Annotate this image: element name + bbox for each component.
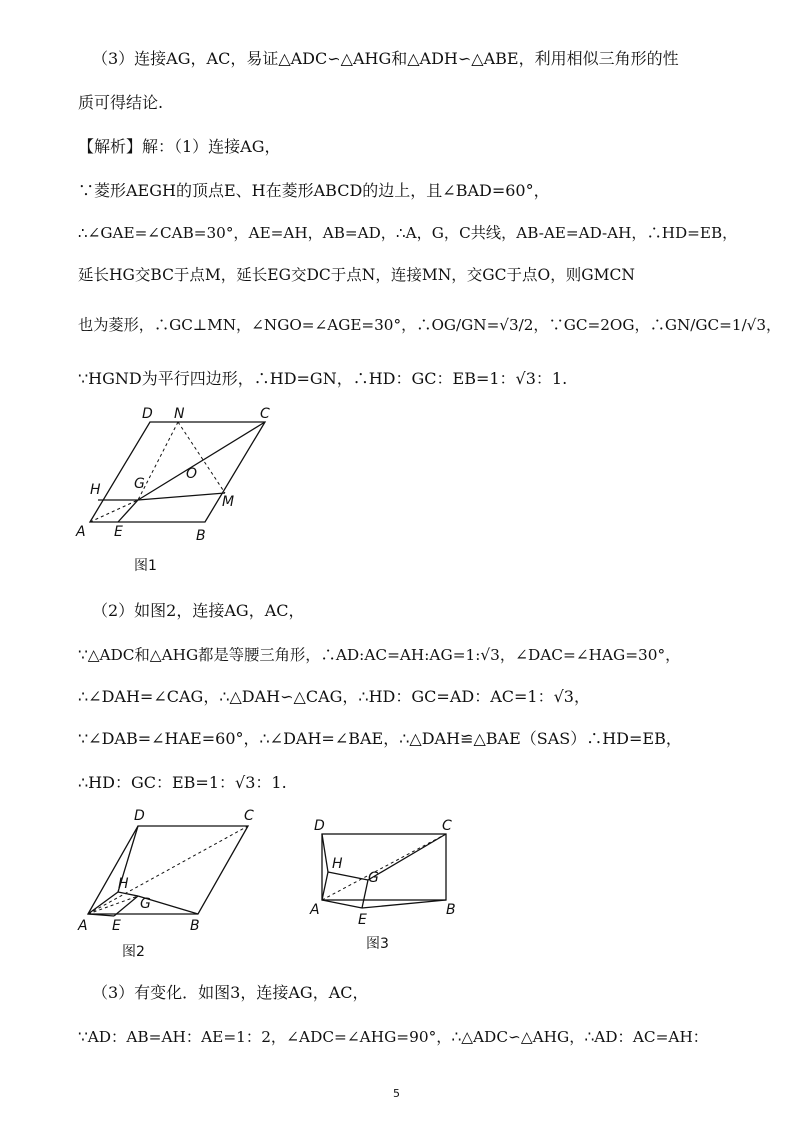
fig1-label-E: E: [114, 524, 123, 540]
text-line-13: ∴HD：GC：EB=1：√3：1.: [78, 773, 287, 792]
fig2-label-B: B: [190, 918, 200, 934]
page-number: 5: [393, 1087, 400, 1100]
solution-heading: 【解析】解：（1）连接AG，: [78, 137, 281, 156]
fig3-label-G: G: [368, 870, 379, 886]
fig2-caption: 图2: [122, 944, 145, 960]
fig1-label-M: M: [222, 494, 235, 510]
fig1-label-N: N: [174, 406, 185, 422]
text-line-8: ∵HGND为平行四边形，∴HD=GN，∴HD：GC：EB=1：√3：1.: [78, 369, 568, 388]
figure-3: [300, 810, 480, 960]
fig2-label-H: H: [118, 876, 129, 892]
text-line-6: 延长HG交BC于点M，延长EG交DC于点N，连接MN，交GC于点O，则GMCN: [78, 266, 635, 284]
fig2-label-D: D: [134, 808, 145, 824]
fig1-label-G: G: [134, 476, 145, 492]
fig1-caption: 图1: [134, 558, 157, 574]
text-line-7: 也为菱形，∴GC⊥MN，∠NGO=∠AGE=30°，∴OG/GN=√3/2，∵GC=2OG，∴GN/GC=1/√3，: [78, 316, 782, 334]
fig2-label-G: G: [140, 896, 151, 912]
fig2-label-A: A: [78, 918, 88, 934]
text-line-1: （3）连接AG，AC，易证△ADC∽△AHG和△ADH∽△ABE，利用相似三角形的性: [92, 49, 679, 68]
text-line-11: ∴∠DAH=∠CAG，∴△DAH∽△CAG，∴HD：GC=AD：AC=1：√3，: [78, 687, 590, 706]
fig3-caption: 图3: [366, 936, 389, 952]
figure-2: [70, 800, 280, 970]
text-line-10: ∵△ADC和△AHG都是等腰三角形，∴AD:AC=AH:AG=1:√3，∠DAC=∠HAG=30°，: [78, 646, 681, 664]
figure-1: [70, 400, 310, 580]
text-line-5: ∴∠GAE=∠CAB=30°，AE=AH，AB=AD，∴A，G，C共线，AB-AE=AD-AH，∴HD=EB，: [78, 224, 738, 242]
fig1-label-C: C: [260, 406, 270, 422]
fig3-label-C: C: [442, 818, 452, 834]
fig1-label-A: A: [76, 524, 86, 540]
fig1-label-O: O: [186, 466, 198, 482]
text-line-2: 质可得结论.: [78, 93, 164, 112]
text-line-12: ∵∠DAB=∠HAE=60°，∴∠DAH=∠BAE，∴△DAH≌△BAE（SAS）∴HD=EB，: [78, 729, 682, 748]
fig1-label-B: B: [196, 528, 206, 544]
fig2-label-E: E: [112, 918, 121, 934]
fig3-label-E: E: [358, 912, 367, 928]
text-line-9: （2）如图2，连接AG，AC，: [92, 601, 305, 620]
text-line-14: （3）有变化．如图3，连接AG，AC，: [92, 983, 369, 1002]
fig1-label-H: H: [90, 482, 101, 498]
fig2-label-C: C: [244, 808, 254, 824]
fig3-label-A: A: [310, 902, 320, 918]
fig1-label-D: D: [142, 406, 153, 422]
text-line-15: ∵AD：AB=AH：AE=1：2，∠ADC=∠AHG=90°，∴△ADC∽△AHG，∴AD：AC=AH：: [78, 1028, 709, 1046]
fig3-label-H: H: [332, 856, 343, 872]
fig3-label-B: B: [446, 902, 456, 918]
fig3-label-D: D: [314, 818, 325, 834]
text-line-4: ∵菱形AEGH的顶点E、H在菱形ABCD的边上，且∠BAD=60°，: [78, 181, 550, 200]
